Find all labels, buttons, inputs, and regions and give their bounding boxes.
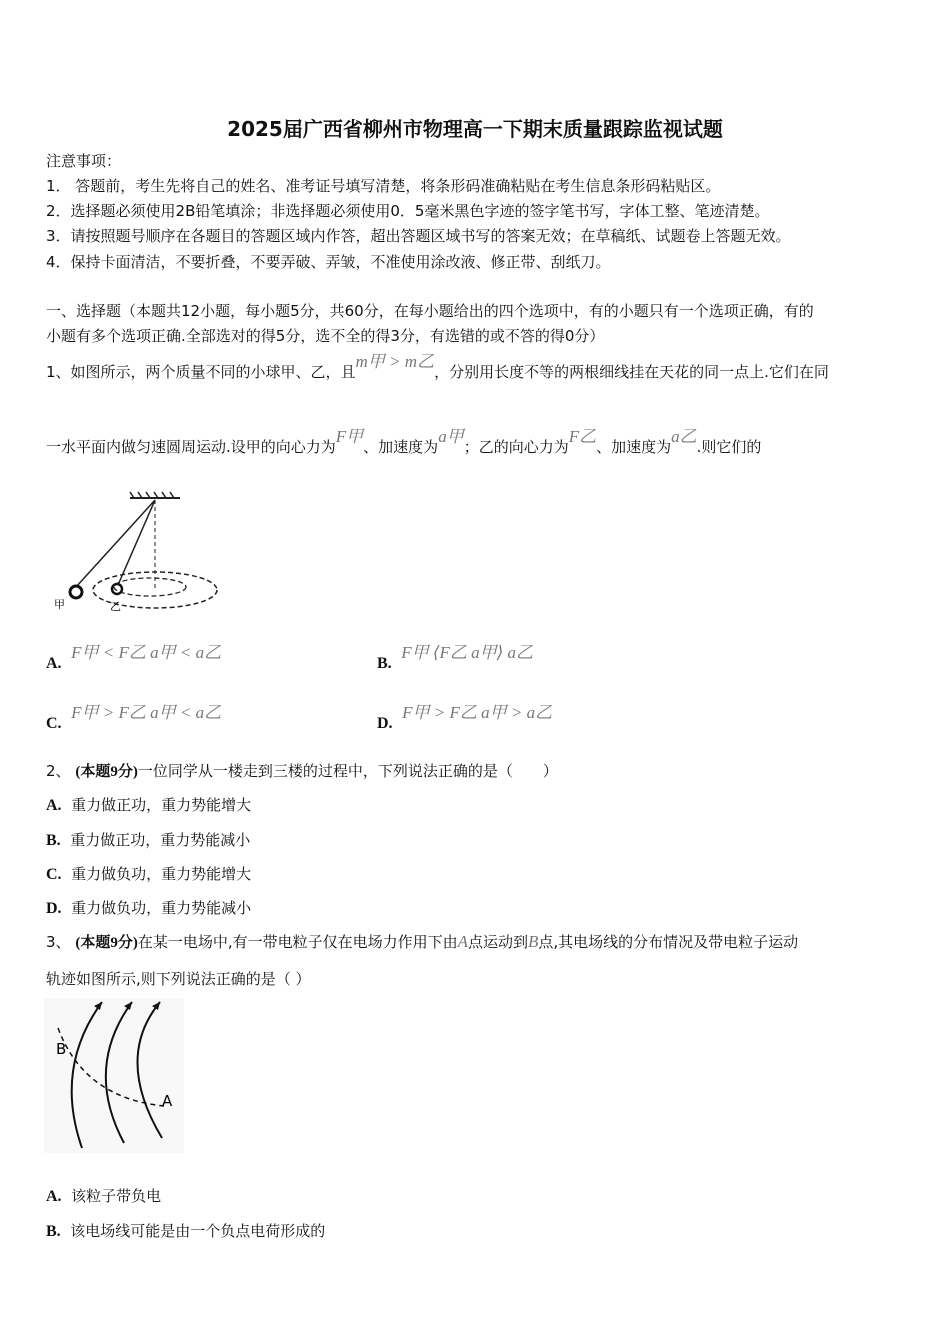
q1-math: a甲 xyxy=(438,427,464,446)
option-text: 重力做负功，重力势能增大 xyxy=(71,865,252,883)
q1-math: F甲 xyxy=(335,427,364,446)
option-math: F甲 > F乙 a甲 < a乙 xyxy=(71,703,222,722)
option-math: F甲 > F乙 a甲 > a乙 xyxy=(402,703,553,722)
q1-math-mass: m甲 > m乙 xyxy=(355,352,435,371)
option-text: 重力做正功，重力势能减小 xyxy=(70,831,251,849)
option-label: A. xyxy=(46,797,62,814)
q1-text: .则它们的 xyxy=(696,438,762,456)
q1-text: ；乙的向心力为 xyxy=(463,438,569,456)
q3-text: 在某一电场中,有一带电粒子仅在电场力作用下由 xyxy=(137,933,458,951)
option-label: D. xyxy=(46,900,62,917)
label-A: A xyxy=(162,1092,173,1110)
q1-text: 、加速度为 xyxy=(363,438,439,456)
q3-num: 3、 xyxy=(46,933,71,951)
label-B: B xyxy=(56,1040,67,1058)
q1-text: 、加速度为 xyxy=(596,438,672,456)
option-label: C. xyxy=(46,866,62,883)
q1-pendulum-figure xyxy=(50,490,225,620)
q2-option-b[interactable] xyxy=(46,830,250,851)
q3-option-b[interactable] xyxy=(46,1221,325,1242)
option-text: 该电场线可能是由一个负点电荷形成的 xyxy=(70,1222,326,1240)
q1-option-d[interactable] xyxy=(377,703,553,733)
q1-math: a乙 xyxy=(671,427,697,446)
option-text: 该粒子带负电 xyxy=(71,1187,162,1205)
section-instructions-2: 小题有多个选项正确.全部选对的得5分，选不全的得3分，有选错的或不答的得0分） xyxy=(46,327,605,345)
note-3: 3．请按照题号顺序在各题目的答题区域内作答，超出答题区域书写的答案无效；在草稿纸、试题卷上答题无效。 xyxy=(46,227,791,245)
option-label: A. xyxy=(46,655,62,672)
note-1: 1． 答题前，考生先将自己的姓名、准考证号填写清楚，将条形码准确粘贴在考生信息条形码粘贴区。 xyxy=(46,177,721,195)
q3-math: A xyxy=(457,932,468,951)
q3-stem xyxy=(46,932,798,953)
q3-option-a[interactable] xyxy=(46,1186,161,1207)
option-label: D. xyxy=(377,715,393,732)
note-2: 2．选择题必须使用2B铅笔填涂；非选择题必须使用0．5毫米黑色字迹的签字笔书写，字体工整、笔迹清楚。 xyxy=(46,202,770,220)
option-label: C. xyxy=(46,715,62,732)
option-text: 重力做正功，重力势能增大 xyxy=(71,796,252,814)
option-label: A. xyxy=(46,1188,62,1205)
option-label: B. xyxy=(46,832,61,849)
q2-score: (本题9分) xyxy=(75,764,138,780)
notes-heading: 注意事项： xyxy=(46,152,122,170)
q1-option-b[interactable] xyxy=(377,643,534,673)
page-title: 2025届广西省柳州市物理高一下期末质量跟踪监视试题 xyxy=(227,117,723,141)
q2-option-d[interactable] xyxy=(46,898,251,919)
q3-stem-2: 轨迹如图所示,则下列说法正确的是（ ） xyxy=(46,970,311,988)
q1-option-a[interactable] xyxy=(46,643,222,673)
q1-text: 一水平面内做匀速圆周运动.设甲的向心力为 xyxy=(46,438,336,456)
q1-math: F乙 xyxy=(568,427,597,446)
q2-text: 一位同学从一楼走到三楼的过程中，下列说法正确的是（ ） xyxy=(137,762,558,780)
q3-field-figure xyxy=(44,998,184,1153)
q1-line1 xyxy=(46,352,829,382)
q1-text: ，分别用长度不等的两根细线挂在天花的同一点上.它们在同 xyxy=(434,363,829,381)
q2-option-a[interactable] xyxy=(46,795,251,816)
option-math: F甲 < F乙 a甲 < a乙 xyxy=(71,643,222,662)
q3-text: 点,其电场线的分布情况及带电粒子运动 xyxy=(538,933,799,951)
q3-text: 点运动到 xyxy=(468,933,529,951)
option-label: B. xyxy=(377,655,392,672)
section-instructions: 一、选择题（本题共12小题，每小题5分，共60分，在每小题给出的四个选项中，有的小题只有一个选项正确，有的 xyxy=(46,302,814,320)
q1-option-c[interactable] xyxy=(46,703,222,733)
q3-math: B xyxy=(528,932,539,951)
q3-score: (本题9分) xyxy=(75,935,138,951)
option-label: B. xyxy=(46,1223,61,1240)
note-4: 4．保持卡面清洁，不要折叠，不要弄破、弄皱，不准使用涂改液、修正带、刮纸刀。 xyxy=(46,253,611,271)
q1-text: 1、如图所示，两个质量不同的小球甲、乙，且 xyxy=(46,363,356,381)
option-math: F甲 ⟨F乙 a甲⟩ a乙 xyxy=(401,643,534,662)
label-yi: 乙 xyxy=(110,600,121,613)
q1-line2 xyxy=(46,427,762,457)
q2-option-c[interactable] xyxy=(46,864,251,885)
q2-num: 2、 xyxy=(46,762,71,780)
option-text: 重力做负功，重力势能减小 xyxy=(71,899,252,917)
label-jia: 甲 xyxy=(54,598,65,611)
q2-stem xyxy=(46,761,558,782)
